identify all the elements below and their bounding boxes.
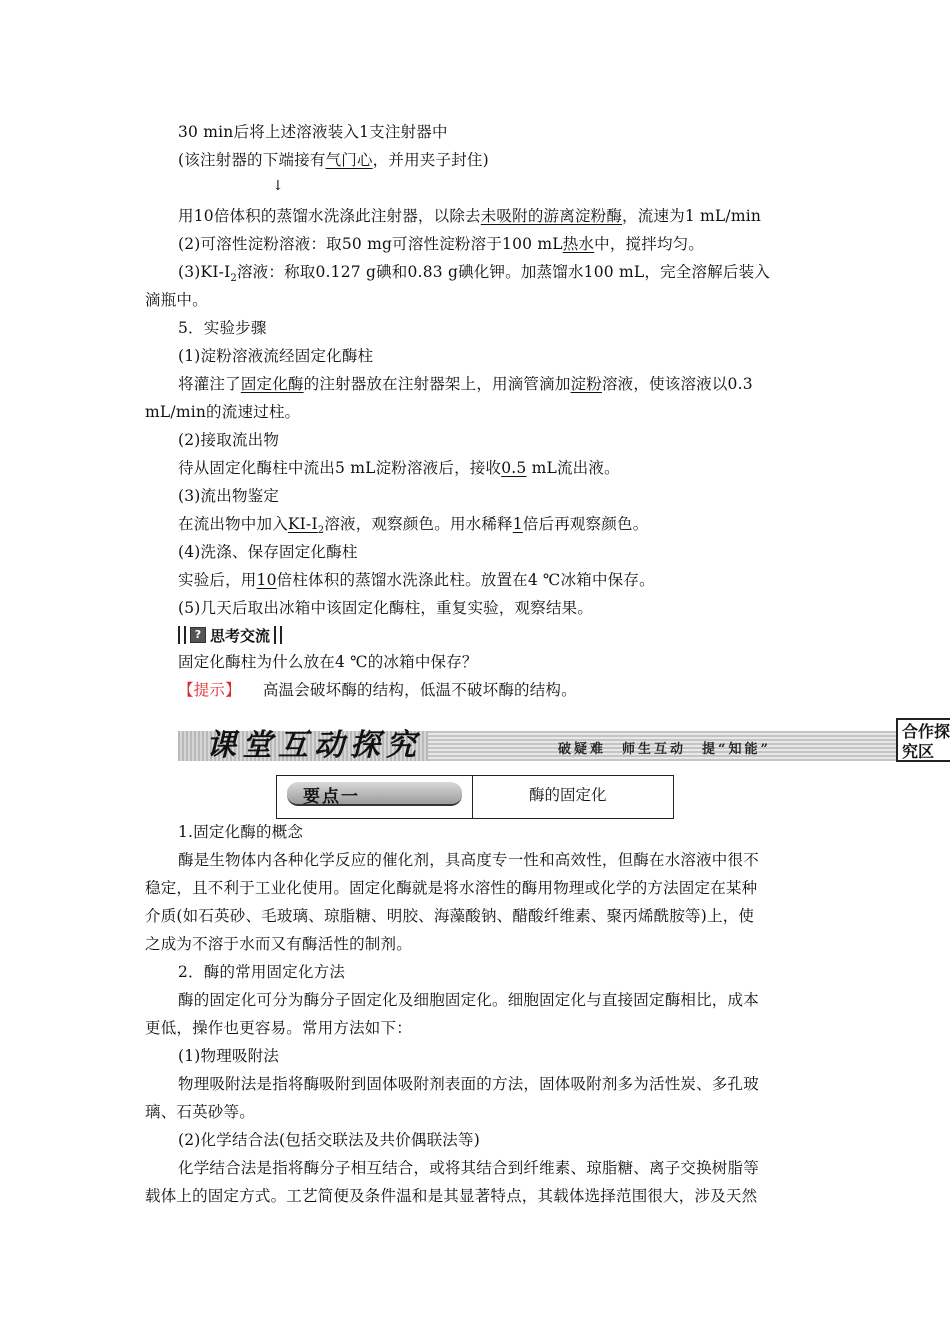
text-line — [145, 878, 810, 898]
text-line — [145, 934, 810, 954]
text: (1)淀粉溶液流经固定化酶柱 — [178, 347, 374, 365]
text: KI-I — [287, 515, 318, 533]
text-line — [145, 1018, 810, 1038]
text: (3)流出物鉴定 — [178, 487, 280, 505]
text: 中，搅拌均匀。 — [594, 235, 705, 253]
section-heading — [178, 962, 810, 982]
text: 倍后再观察颜色。 — [522, 515, 649, 533]
text: (2)接取流出物 — [178, 431, 280, 449]
side-tab-line: 究区 — [902, 742, 935, 761]
text: (3)KI-I — [178, 263, 231, 281]
underlined-term: 0.5 — [501, 459, 527, 477]
text: (5)几天后取出冰箱中该固定化酶柱，重复实验，观察结果。 — [178, 599, 594, 617]
subscript: 2 — [317, 525, 325, 537]
divider — [274, 626, 276, 644]
underlined-term: 固定化酶 — [240, 375, 304, 393]
divider — [280, 626, 282, 644]
down-arrow-icon: ↓ — [272, 178, 284, 194]
text: 物理吸附法是指将酶吸附到固体吸附剂表面的方法，固体吸附剂多为活性炭、多孔玻 — [178, 1075, 759, 1093]
side-tab-line: 合作探 — [902, 722, 950, 741]
text: 载体上的固定方式。工艺简便及条件温和是其显著特点，其载体选择范围很大，涉及天然 — [145, 1187, 758, 1205]
text: 溶液，使该溶液以0.3 — [601, 375, 753, 393]
text: 之成为不溶于水而又有酶活性的制剂。 — [145, 935, 412, 953]
text: 30 min后将上述溶液装入1支注射器中 — [178, 123, 448, 141]
text-line — [178, 850, 810, 870]
divider — [184, 626, 186, 644]
subscript: 2 — [230, 273, 237, 285]
text-line — [178, 122, 810, 142]
underlined-term: 气门心 — [325, 151, 373, 169]
text-line — [178, 458, 810, 478]
text: 介质(如石英砂、毛玻璃、琼脂糖、明胶、海藻酸钠、醋酸纤维素、聚丙烯酰胺等)上，使 — [145, 907, 755, 925]
text: 1.固定化酶的概念 — [178, 823, 304, 841]
text-line — [178, 234, 810, 254]
underlined-term: 淀粉 — [570, 375, 602, 393]
text: 实验后，用 — [178, 571, 257, 589]
text: 用10倍体积的蒸馏水洗涤此注射器，以除去 — [178, 207, 481, 225]
text: 将灌注了 — [178, 375, 241, 393]
underlined-term: 热水 — [562, 235, 595, 253]
question-icon: ? — [190, 627, 206, 643]
hint-line — [178, 680, 810, 700]
text: 的注射器放在注射器架上，用滴管滴加 — [303, 375, 571, 393]
think-label: 思考交流 — [210, 626, 271, 645]
text-line — [178, 542, 810, 562]
keypoint-label: 要点一 — [303, 787, 360, 807]
side-tab — [896, 718, 950, 762]
text: (4)洗涤、保存固定化酶柱 — [178, 543, 358, 561]
text: (1)物理吸附法 — [178, 1047, 280, 1065]
text: 璃、石英砂等。 — [145, 1103, 255, 1121]
text-line — [178, 1158, 810, 1178]
text: 更低，操作也更容易。常用方法如下： — [145, 1019, 412, 1037]
text: (2)化学结合法(包括交联法及共价偶联法等) — [178, 1131, 480, 1149]
text-line — [178, 150, 810, 170]
text-line — [178, 374, 810, 394]
text-line — [145, 906, 810, 926]
text: ，流速为1 mL/min — [622, 207, 762, 225]
hint-label: 【提示】 — [178, 681, 241, 699]
text-line — [178, 514, 810, 541]
text: 5．实验步骤 — [178, 319, 267, 337]
text-line — [178, 1046, 810, 1066]
text: (2)可溶性淀粉溶液：取50 mg可溶性淀粉溶于100 mL — [178, 235, 563, 253]
section-banner — [178, 718, 898, 762]
text: 滴瓶中。 — [145, 291, 208, 309]
text: 化学结合法是指将酶分子相互结合，或将其结合到纤维素、琼脂糖、离子交换树脂等 — [178, 1159, 759, 1177]
text: mL流出液。 — [526, 459, 620, 477]
think-question — [178, 652, 810, 672]
text: 在流出物中加入 — [178, 515, 288, 533]
divider — [472, 776, 473, 818]
section-heading — [178, 318, 810, 338]
text-line — [145, 290, 810, 310]
banner-subtitle: 破疑难 师生互动 提“知能” — [558, 742, 771, 757]
text-line — [178, 990, 810, 1010]
think-exchange-header — [178, 624, 282, 646]
text: 待从固定化酶柱中流出5 mL淀粉溶液后，接收 — [178, 459, 502, 477]
text-line — [178, 430, 810, 450]
text: (该注射器的下端接有 — [178, 151, 326, 169]
text: mL/min的流速过柱。 — [145, 403, 301, 421]
underlined-term: 未吸附的游离淀粉酶 — [480, 207, 623, 225]
divider — [178, 626, 180, 644]
hint-text: 高温会破坏酶的结构，低温不破坏酶的结构。 — [262, 681, 577, 699]
text: 2．酶的常用固定化方法 — [178, 963, 346, 981]
text-line — [178, 570, 810, 590]
text: 酶是生物体内各种化学反应的催化剂，具高度专一性和高效性，但酶在水溶液中很不 — [178, 851, 759, 869]
text: 溶液，观察颜色。用水稀释 — [324, 515, 513, 533]
text: 稳定，且不利于工业化使用。固定化酶就是将水溶性的酶用物理或化学的方法固定在某种 — [145, 879, 758, 897]
text-line — [145, 402, 810, 422]
text: 倍柱体积的蒸馏水洗涤此柱。放置在4 ℃冰箱中保存。 — [276, 571, 655, 589]
section-heading — [178, 822, 810, 842]
keypoint-box — [276, 775, 674, 819]
text: 酶的固定化可分为酶分子固定化及细胞固定化。细胞固定化与直接固定酶相比，成本 — [178, 991, 759, 1009]
text-line — [178, 1130, 810, 1150]
underlined-term — [287, 515, 325, 537]
text: 固定化酶柱为什么放在4 ℃的冰箱中保存？ — [178, 653, 478, 671]
text-line — [178, 346, 810, 366]
text-line — [178, 262, 810, 289]
text-line — [145, 1102, 810, 1122]
text: 溶液：称取0.127 g碘和0.83 g碘化钾。加蒸馏水100 mL，完全溶解后装入 — [236, 263, 770, 281]
underlined-term: 1 — [512, 515, 523, 533]
text-line — [178, 1074, 810, 1094]
text: ，并用夹子封住) — [372, 151, 489, 169]
keypoint-title: 酶的固定化 — [529, 786, 607, 804]
text-line — [145, 1186, 810, 1206]
text-line — [178, 486, 810, 506]
underlined-term: 10 — [256, 571, 277, 589]
text-line — [178, 598, 810, 618]
text-line — [178, 206, 810, 226]
banner-title: 课堂互动探究 — [206, 728, 422, 763]
